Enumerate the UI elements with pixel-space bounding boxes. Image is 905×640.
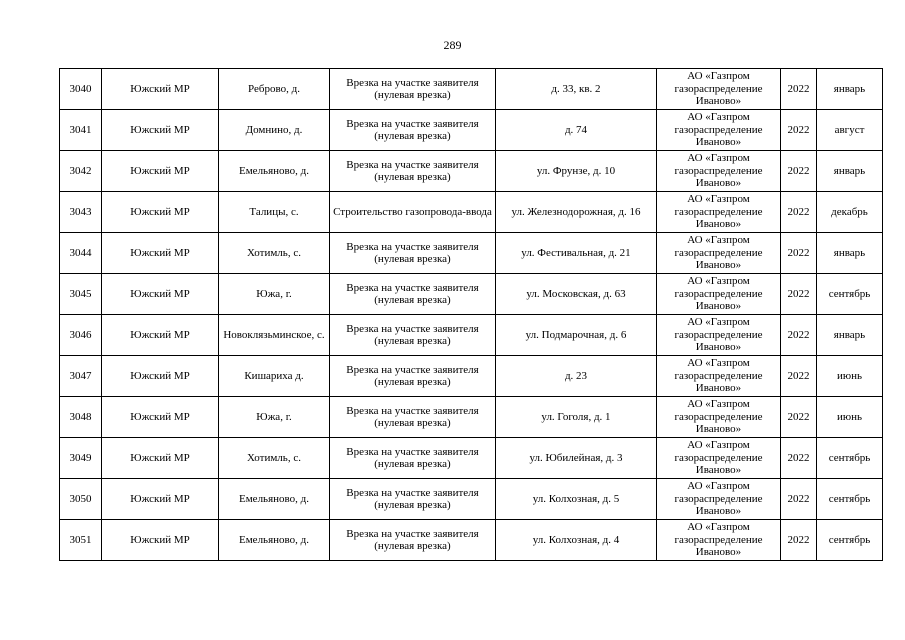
cell-address: ул. Юбилейная, д. 3 [496,438,657,479]
cell-month: август [817,110,883,151]
cell-number: 3044 [60,233,102,274]
cell-district: Южский МР [102,69,219,110]
cell-month: июнь [817,356,883,397]
cell-organization: АО «Газпром газораспределение Иваново» [657,356,781,397]
cell-year: 2022 [781,397,817,438]
cell-number: 3040 [60,69,102,110]
cell-year: 2022 [781,274,817,315]
cell-month: январь [817,233,883,274]
table-row [60,438,883,479]
cell-year: 2022 [781,151,817,192]
cell-district: Южский МР [102,520,219,561]
cell-organization: АО «Газпром газораспределение Иваново» [657,520,781,561]
cell-settlement: Южа, г. [219,274,330,315]
cell-organization: АО «Газпром газораспределение Иваново» [657,479,781,520]
cell-number: 3043 [60,192,102,233]
cell-address: д. 74 [496,110,657,151]
page-number: 289 [443,38,462,52]
cell-organization: АО «Газпром газораспределение Иваново» [657,233,781,274]
cell-district: Южский МР [102,192,219,233]
gasification-table [59,68,883,561]
cell-work-type: Строительство газопровода-ввода [330,192,496,233]
cell-month: декабрь [817,192,883,233]
cell-year: 2022 [781,479,817,520]
table-row [60,520,883,561]
cell-month: сентябрь [817,520,883,561]
cell-number: 3050 [60,479,102,520]
cell-organization: АО «Газпром газораспределение Иваново» [657,438,781,479]
cell-number: 3042 [60,151,102,192]
cell-number: 3046 [60,315,102,356]
cell-organization: АО «Газпром газораспределение Иваново» [657,151,781,192]
cell-number: 3048 [60,397,102,438]
cell-month: сентябрь [817,438,883,479]
cell-year: 2022 [781,356,817,397]
cell-settlement: Домнино, д. [219,110,330,151]
cell-year: 2022 [781,520,817,561]
cell-work-type: Врезка на участке заявителя (нулевая врезка) [330,397,496,438]
cell-address: ул. Железнодорожная, д. 16 [496,192,657,233]
cell-organization: АО «Газпром газораспределение Иваново» [657,192,781,233]
cell-month: январь [817,69,883,110]
cell-organization: АО «Газпром газораспределение Иваново» [657,315,781,356]
cell-district: Южский МР [102,151,219,192]
cell-settlement: Реброво, д. [219,69,330,110]
cell-address: ул. Колхозная, д. 5 [496,479,657,520]
cell-address: ул. Подмарочная, д. 6 [496,315,657,356]
cell-settlement: Южа, г. [219,397,330,438]
cell-settlement: Кишариха д. [219,356,330,397]
cell-month: январь [817,315,883,356]
cell-district: Южский МР [102,397,219,438]
table-row [60,315,883,356]
cell-month: июнь [817,397,883,438]
cell-work-type: Врезка на участке заявителя (нулевая врезка) [330,520,496,561]
cell-month: сентябрь [817,274,883,315]
cell-address: ул. Гоголя, д. 1 [496,397,657,438]
cell-year: 2022 [781,69,817,110]
cell-work-type: Врезка на участке заявителя (нулевая врезка) [330,315,496,356]
table-row [60,356,883,397]
cell-organization: АО «Газпром газораспределение Иваново» [657,397,781,438]
cell-district: Южский МР [102,479,219,520]
cell-address: ул. Московская, д. 63 [496,274,657,315]
cell-year: 2022 [781,438,817,479]
cell-settlement: Хотимль, с. [219,438,330,479]
cell-organization: АО «Газпром газораспределение Иваново» [657,110,781,151]
cell-organization: АО «Газпром газораспределение Иваново» [657,69,781,110]
cell-work-type: Врезка на участке заявителя (нулевая врезка) [330,69,496,110]
cell-address: д. 33, кв. 2 [496,69,657,110]
table-row [60,274,883,315]
cell-year: 2022 [781,110,817,151]
cell-address: ул. Фрунзе, д. 10 [496,151,657,192]
cell-settlement: Емельяново, д. [219,520,330,561]
cell-month: сентябрь [817,479,883,520]
cell-work-type: Врезка на участке заявителя (нулевая врезка) [330,356,496,397]
cell-number: 3045 [60,274,102,315]
cell-address: ул. Колхозная, д. 4 [496,520,657,561]
cell-settlement: Новоклязьминское, с. [219,315,330,356]
cell-year: 2022 [781,233,817,274]
cell-number: 3041 [60,110,102,151]
table-row [60,151,883,192]
cell-work-type: Врезка на участке заявителя (нулевая врезка) [330,233,496,274]
cell-district: Южский МР [102,233,219,274]
cell-number: 3047 [60,356,102,397]
table-row [60,397,883,438]
cell-address: д. 23 [496,356,657,397]
table-row [60,192,883,233]
cell-district: Южский МР [102,315,219,356]
cell-number: 3051 [60,520,102,561]
cell-year: 2022 [781,192,817,233]
cell-district: Южский МР [102,438,219,479]
cell-organization: АО «Газпром газораспределение Иваново» [657,274,781,315]
cell-number: 3049 [60,438,102,479]
cell-settlement: Емельяново, д. [219,479,330,520]
cell-settlement: Хотимль, с. [219,233,330,274]
cell-work-type: Врезка на участке заявителя (нулевая врезка) [330,274,496,315]
cell-work-type: Врезка на участке заявителя (нулевая врезка) [330,438,496,479]
cell-district: Южский МР [102,356,219,397]
table-row [60,479,883,520]
table-row [60,233,883,274]
table-row [60,110,883,151]
cell-work-type: Врезка на участке заявителя (нулевая врезка) [330,151,496,192]
cell-address: ул. Фестивальная, д. 21 [496,233,657,274]
cell-settlement: Емельяново, д. [219,151,330,192]
cell-work-type: Врезка на участке заявителя (нулевая врезка) [330,110,496,151]
cell-settlement: Талицы, с. [219,192,330,233]
cell-month: январь [817,151,883,192]
cell-district: Южский МР [102,110,219,151]
cell-district: Южский МР [102,274,219,315]
cell-work-type: Врезка на участке заявителя (нулевая врезка) [330,479,496,520]
cell-year: 2022 [781,315,817,356]
table-row [60,69,883,110]
